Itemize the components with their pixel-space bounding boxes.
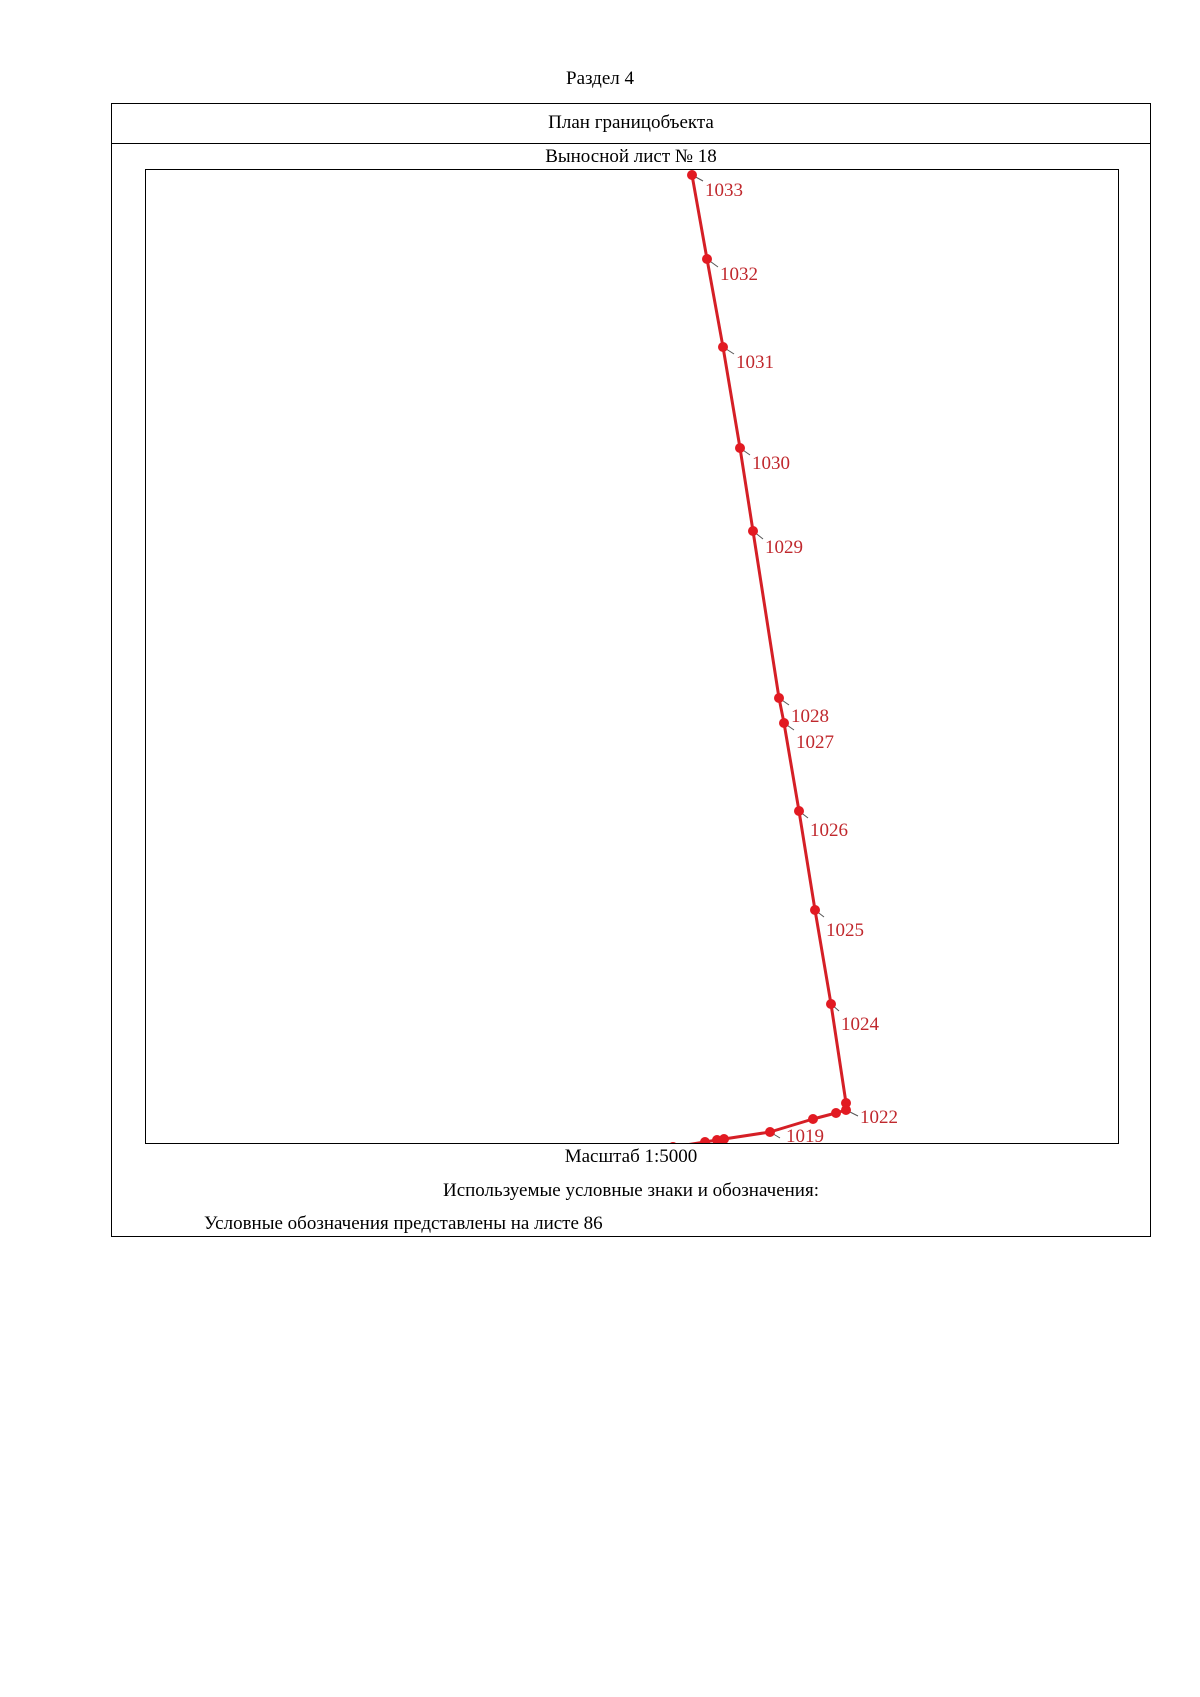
point-label-1025: 1025: [826, 920, 864, 941]
point-label-1026: 1026: [810, 820, 848, 841]
vertex-1028: [774, 693, 784, 703]
vertex-1031: [718, 342, 728, 352]
plan-frame: [111, 103, 1151, 1237]
vertex-1026: [794, 806, 804, 816]
vertex-1025: [810, 905, 820, 915]
point-labels: [705, 180, 898, 1144]
boundary-vertices: [633, 170, 851, 1144]
map-scale: Масштаб 1:5000: [564, 1146, 698, 1167]
boundary-line: [638, 175, 846, 1144]
vertex-1020: [808, 1114, 818, 1124]
point-label-1033: 1033: [705, 180, 743, 201]
vertex-1021: [831, 1108, 841, 1118]
vertex-1015: [668, 1142, 678, 1144]
section-title: Раздел 4: [566, 68, 634, 89]
vertex-1019: [765, 1127, 775, 1137]
point-label-1030: 1030: [752, 453, 790, 474]
vertex-1022: [841, 1105, 851, 1115]
vertex-1016: [700, 1137, 710, 1144]
legend-title: Используемые условные знаки и обозначения:: [442, 1180, 819, 1201]
vertex-1024: [826, 999, 836, 1009]
point-label-1028: 1028: [791, 706, 829, 727]
vertex-1033: [687, 170, 697, 180]
point-label-1024: 1024: [841, 1014, 879, 1035]
point-label-1022: 1022: [860, 1107, 898, 1128]
vertex-1029: [748, 526, 758, 536]
point-label-1027: 1027: [796, 732, 834, 753]
vertex-1032: [702, 254, 712, 264]
legend-note: Условные обозначения представлены на листе 86: [204, 1213, 603, 1234]
point-label-1031: 1031: [736, 352, 774, 373]
point-label-1019: 1019: [786, 1126, 824, 1145]
vertex-1030: [735, 443, 745, 453]
map-area: [145, 169, 1119, 1144]
point-label-1032: 1032: [720, 264, 758, 285]
point-label-1029: 1029: [765, 537, 803, 558]
vertex-1027: [779, 718, 789, 728]
sheet-title: Выносной лист № 18: [545, 146, 717, 167]
boundary-map: [146, 170, 1119, 1144]
plan-header-title: План границобъекта: [112, 104, 1150, 144]
